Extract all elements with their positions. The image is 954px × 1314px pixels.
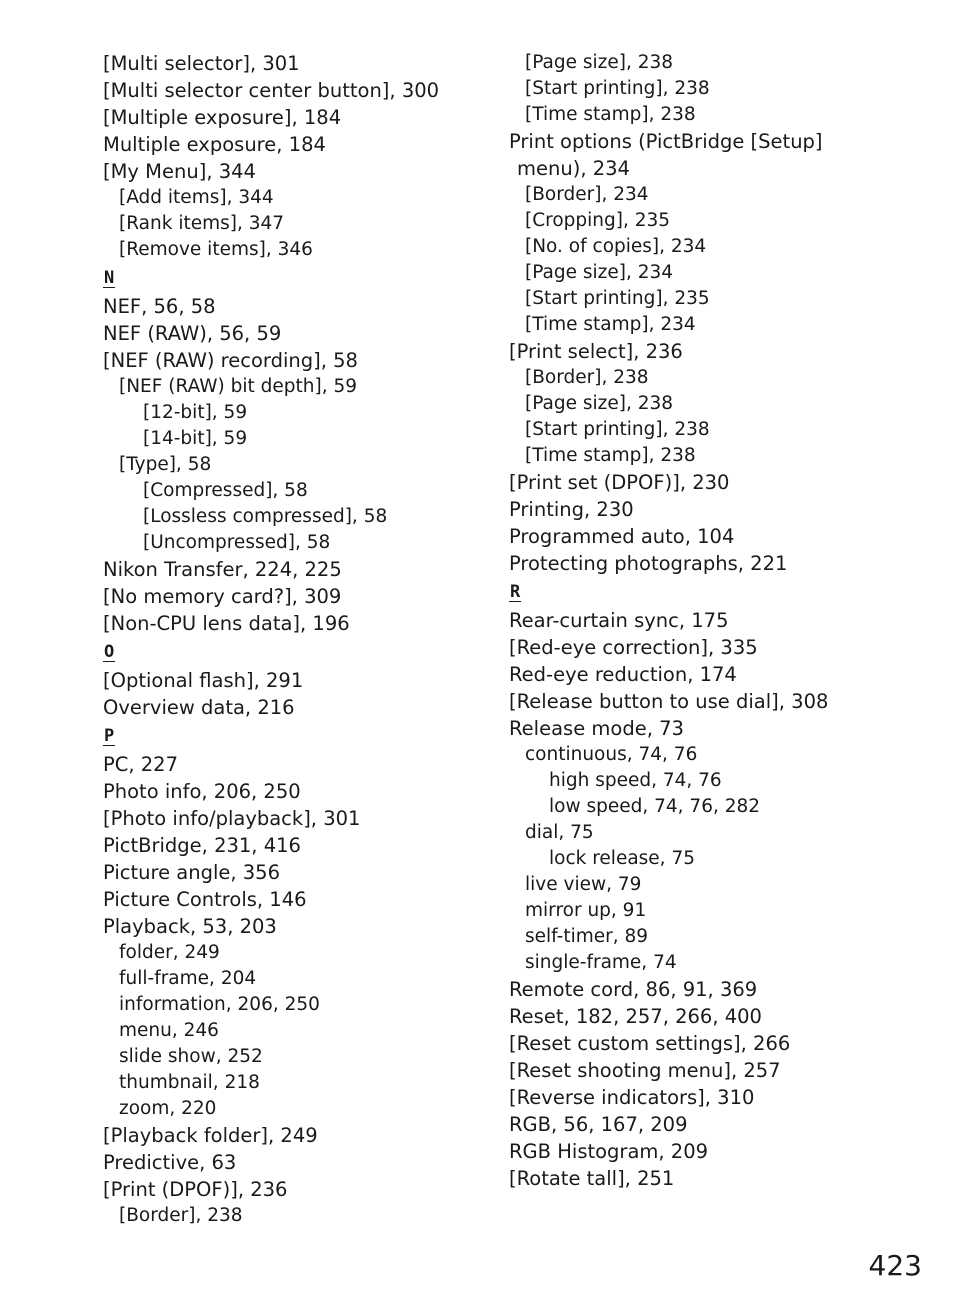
index-letter: P <box>104 726 115 746</box>
index-entry: Reset, 182, 257, 266, 400 <box>509 1005 762 1028</box>
index-entry: [Playback folder], 249 <box>103 1124 318 1147</box>
index-letter: O <box>104 642 115 662</box>
index-subentry: [Rank items], 347 <box>119 213 285 234</box>
index-entry: Release mode, 73 <box>509 717 684 740</box>
index-entry: [Optional flash], 291 <box>103 669 304 692</box>
index-entry: [Red-eye correction], 335 <box>509 636 758 659</box>
index-entry: RGB Histogram, 209 <box>509 1140 709 1163</box>
index-subentry: low speed, 74, 76, 282 <box>549 796 761 817</box>
index-entry: [Print set (DPOF)], 230 <box>509 471 730 494</box>
index-entry: Predictive, 63 <box>103 1151 237 1174</box>
index-subentry: menu, 246 <box>119 1020 219 1041</box>
index-subentry: full-frame, 204 <box>119 968 257 989</box>
index-entry: [Multiple exposure], 184 <box>103 106 342 129</box>
index-subentry: [Border], 234 <box>525 184 649 205</box>
index-subentry: [Time stamp], 234 <box>525 314 696 335</box>
index-subentry: [Border], 238 <box>525 367 649 388</box>
index-entry: Protecting photographs, 221 <box>509 552 788 575</box>
index-subentry: [Compressed], 58 <box>143 480 308 501</box>
index-entry: Print options (PictBridge [Setup] <box>509 130 823 153</box>
index-entry: [Release button to use dial], 308 <box>509 690 829 713</box>
index-subentry: [Cropping], 235 <box>525 210 671 231</box>
index-subentry: [Start printing], 235 <box>525 288 710 309</box>
index-subentry: [Add items], 344 <box>119 187 274 208</box>
index-subentry: [Border], 238 <box>119 1205 243 1226</box>
index-entry: Programmed auto, 104 <box>509 525 735 548</box>
index-entry: NEF (RAW), 56, 59 <box>103 322 282 345</box>
index-subentry: dial, 75 <box>525 822 594 843</box>
index-subentry: zoom, 220 <box>119 1098 217 1119</box>
index-subentry: [Time stamp], 238 <box>525 104 696 125</box>
index-entry: Photo info, 206, 250 <box>103 780 301 803</box>
index-subentry: mirror up, 91 <box>525 900 647 921</box>
index-entry: [Photo info/playback], 301 <box>103 807 361 830</box>
index-subentry: [NEF (RAW) bit depth], 59 <box>119 376 358 397</box>
index-subentry: folder, 249 <box>119 942 220 963</box>
index-subentry: [Page size], 238 <box>525 52 674 73</box>
index-letter-heading <box>103 637 493 667</box>
index-subentry: live view, 79 <box>525 874 642 895</box>
index-entry: PictBridge, 231, 416 <box>103 834 301 857</box>
index-letter: R <box>510 582 521 602</box>
index-entry: Multiple exposure, 184 <box>103 133 326 156</box>
index-subentry: [Start printing], 238 <box>525 419 710 440</box>
index-subentry: lock release, 75 <box>549 848 695 869</box>
index-entry: [Reset custom settings], 266 <box>509 1032 791 1055</box>
index-letter-heading <box>509 577 929 607</box>
index-subentry: [Lossless compressed], 58 <box>143 506 388 527</box>
index-entry: Playback, 53, 203 <box>103 915 277 938</box>
index-entry: [Print select], 236 <box>509 340 683 363</box>
index-subentry: [Time stamp], 238 <box>525 445 696 466</box>
index-subentry: continuous, 74, 76 <box>525 744 698 765</box>
index-entry: [Reverse indicators], 310 <box>509 1086 755 1109</box>
page-number: 423 <box>868 1249 922 1282</box>
index-column-right <box>509 50 929 1192</box>
index-subentry: [Page size], 238 <box>525 393 674 414</box>
index-entry: Nikon Transfer, 224, 225 <box>103 558 342 581</box>
index-letter: N <box>104 268 115 288</box>
index-entry: Remote cord, 86, 91, 369 <box>509 978 758 1001</box>
index-subentry: high speed, 74, 76 <box>549 770 722 791</box>
index-entry: [Non-CPU lens data], 196 <box>103 612 350 635</box>
index-subentry: [12-bit], 59 <box>143 402 248 423</box>
index-entry: [NEF (RAW) recording], 58 <box>103 349 358 372</box>
index-subentry: slide show, 252 <box>119 1046 263 1067</box>
index-entry: PC, 227 <box>103 753 178 776</box>
index-entry: NEF, 56, 58 <box>103 295 216 318</box>
index-entry: [Multi selector], 301 <box>103 52 300 75</box>
index-entry: Red-eye reduction, 174 <box>509 663 737 686</box>
index-entry: Overview data, 216 <box>103 696 295 719</box>
index-entry: Printing, 230 <box>509 498 634 521</box>
index-entry: RGB, 56, 167, 209 <box>509 1113 688 1136</box>
index-subentry: self-timer, 89 <box>525 926 649 947</box>
index-subentry: [14-bit], 59 <box>143 428 248 449</box>
index-entry: [My Menu], 344 <box>103 160 256 183</box>
index-subentry: thumbnail, 218 <box>119 1072 260 1093</box>
index-subentry: single-frame, 74 <box>525 952 677 973</box>
index-subentry: [Uncompressed], 58 <box>143 532 331 553</box>
index-entry: [Multi selector center button], 300 <box>103 79 440 102</box>
index-letter-heading <box>103 263 493 293</box>
index-entry-continuation: menu), 234 <box>517 157 630 180</box>
index-entry: [Print (DPOF)], 236 <box>103 1178 288 1201</box>
index-entry: [No memory card?], 309 <box>103 585 342 608</box>
index-letter-heading <box>103 721 493 751</box>
index-subentry: [Page size], 234 <box>525 262 674 283</box>
index-entry: Picture angle, 356 <box>103 861 280 884</box>
index-entry: [Reset shooting menu], 257 <box>509 1059 781 1082</box>
index-subentry: information, 206, 250 <box>119 994 320 1015</box>
index-entry: Picture Controls, 146 <box>103 888 307 911</box>
index-subentry: [Start printing], 238 <box>525 78 710 99</box>
index-subentry: [Remove items], 346 <box>119 239 313 260</box>
index-column-left <box>103 50 493 1229</box>
index-subentry: [Type], 58 <box>119 454 212 475</box>
index-entry: [Rotate tall], 251 <box>509 1167 675 1190</box>
index-entry: Rear-curtain sync, 175 <box>509 609 729 632</box>
index-subentry: [No. of copies], 234 <box>525 236 707 257</box>
